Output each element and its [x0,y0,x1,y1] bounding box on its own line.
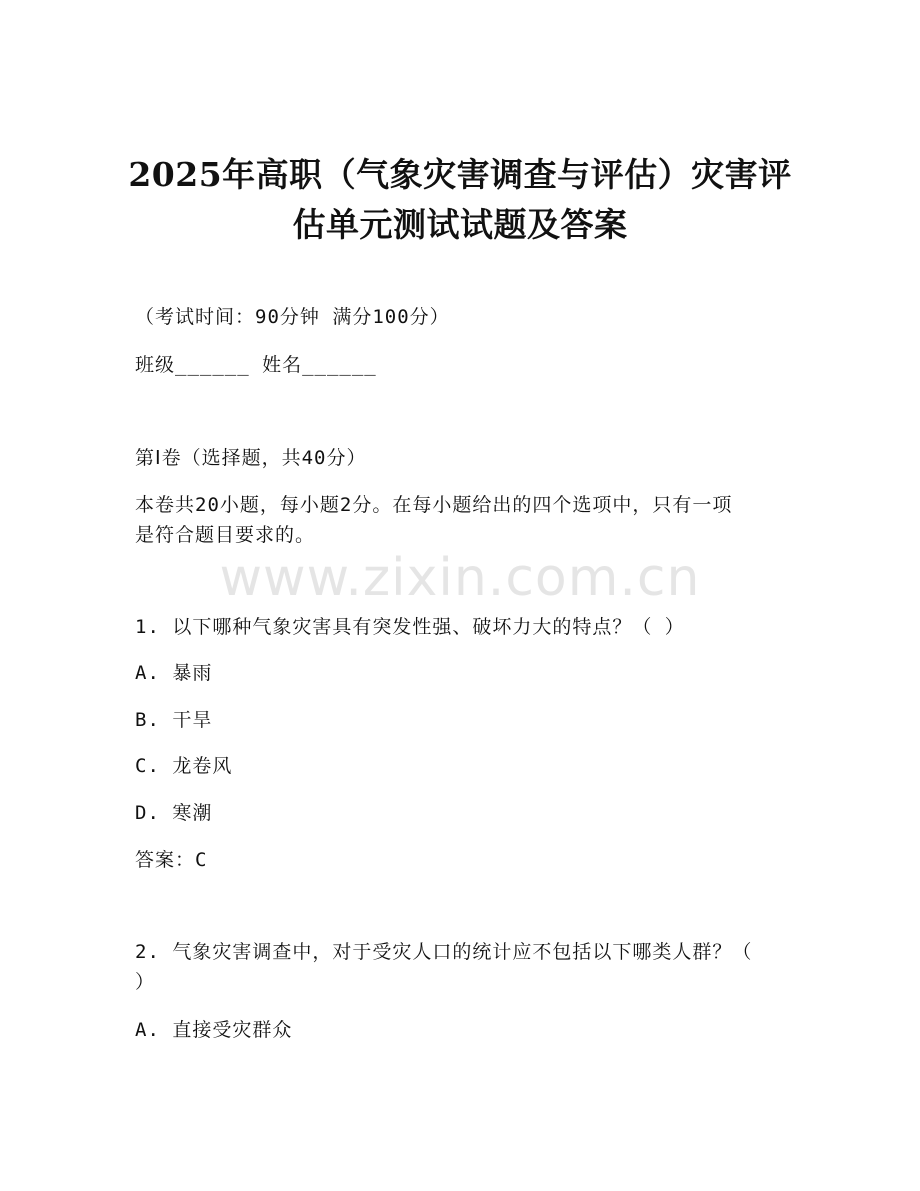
section-title: 第Ⅰ卷（选择题，共40分） [135,447,367,469]
question-1-answer: 答案：C [135,849,208,871]
document-title-line-1: 2025年高职（气象灾害调查与评估）灾害评 [128,155,792,194]
question-1-option-b: B. 干旱 [135,709,213,731]
watermark: www.zixin.com.cn [219,548,701,608]
question-2-stem-line-2: ） [135,971,156,993]
section-description-line-2: 是符合题目要求的。 [135,524,316,546]
question-1-option-d: D. 寒潮 [135,802,213,824]
question-1-option-c: C. 龙卷风 [135,755,233,777]
class-name-fields: 班级______ 姓名______ [135,354,377,376]
question-2-option-a: A. 直接受灾群众 [135,1019,293,1041]
document-title-line-2: 估单元测试试题及答案 [292,205,628,244]
exam-info: （考试时间：90分钟 满分100分） [135,306,450,328]
question-1-option-a: A. 暴雨 [135,662,213,684]
question-1-stem: 1. 以下哪种气象灾害具有突发性强、破坏力大的特点？（ ） [135,616,685,638]
question-2-stem-line-1: 2. 气象灾害调查中，对于受灾人口的统计应不包括以下哪类人群？（ [135,941,753,963]
section-description-line-1: 本卷共20小题，每小题2分。在每小题给出的四个选项中，只有一项 [135,494,733,516]
